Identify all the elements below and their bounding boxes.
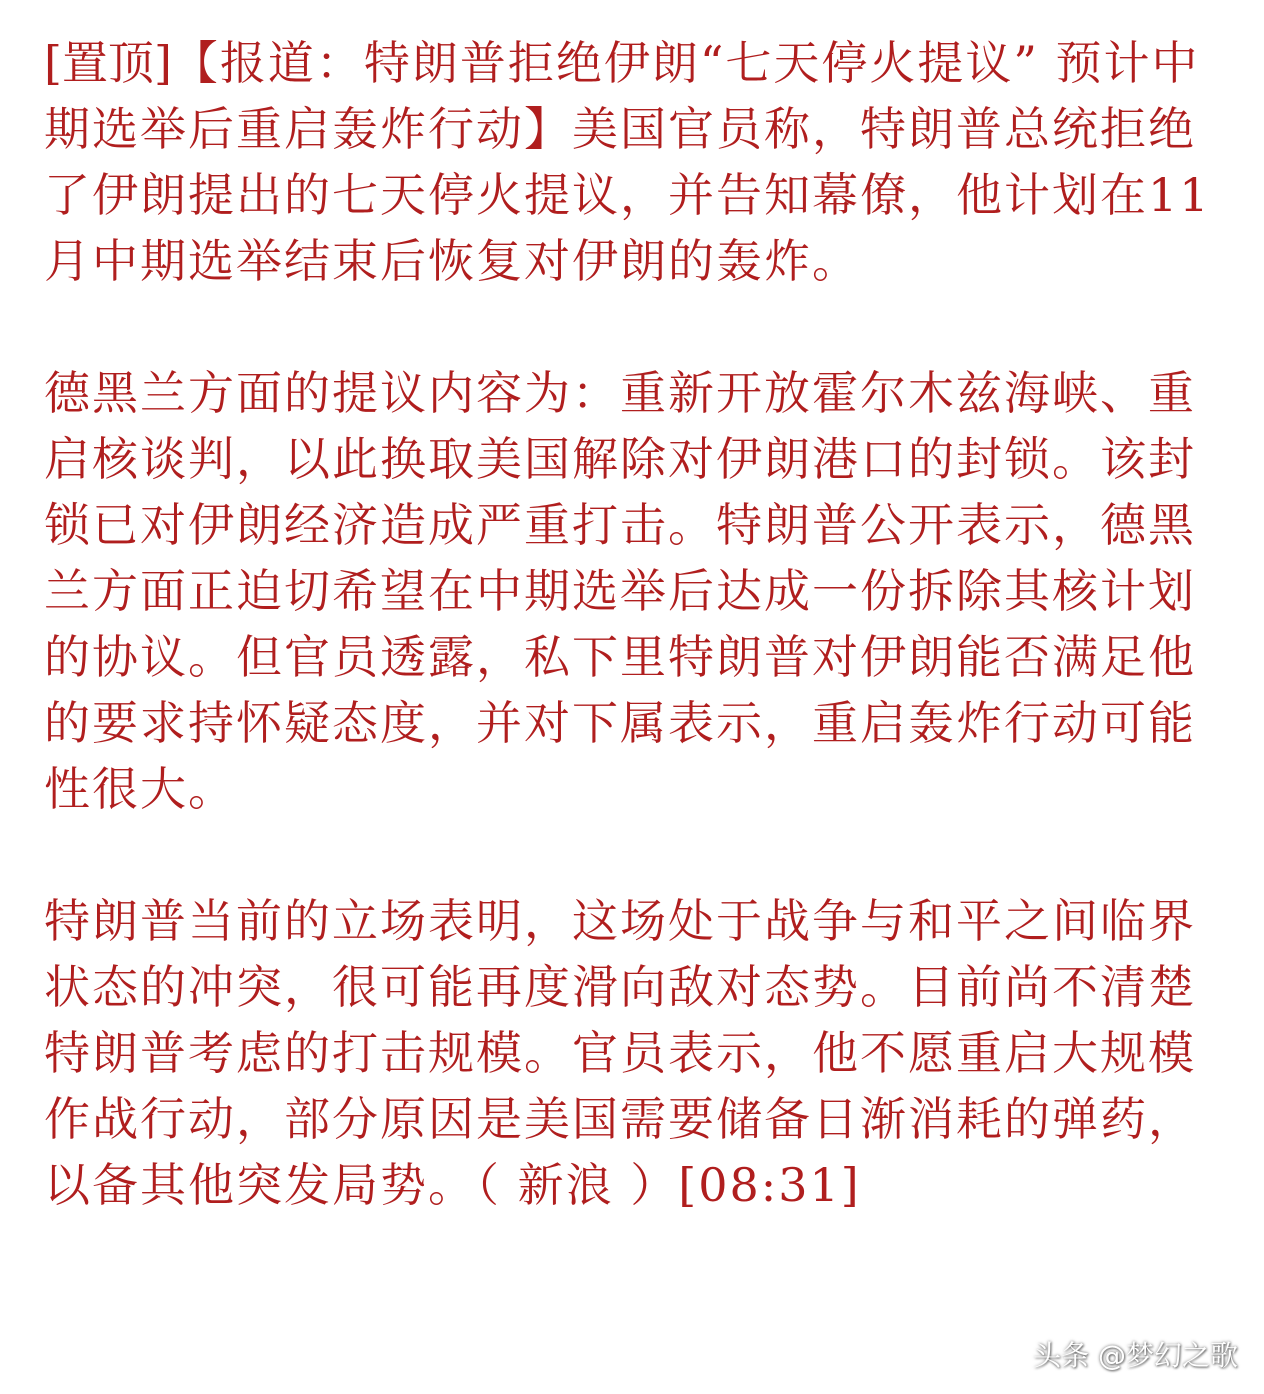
- timestamp: [08:31]: [678, 1158, 861, 1212]
- paragraph-1-text: 美国官员称，特朗普总统拒绝了伊朗提出的七天停火提议，并告知幕僚，他计划在11月中期选举结束后恢复对伊朗的轰炸。: [44, 102, 1211, 288]
- paragraph-2: [44, 360, 1234, 822]
- headline: 【报道：特朗普拒绝伊朗“七天停火提议” 预计中期选举后重启轰炸行动】: [44, 36, 1200, 156]
- article-body: [44, 30, 1234, 1218]
- pinned-tag: [置顶]: [44, 36, 172, 90]
- paragraph-3: [44, 888, 1234, 1218]
- paragraph-2-text: 德黑兰方面的提议内容为：重新开放霍尔木兹海峡、重启核谈判，以此换取美国解除对伊朗港口的封锁。该封锁已对伊朗经济造成严重打击。特朗普公开表示，德黑兰方面正迫切希望在中期选举后达成一份拆除其核计划的协议。但官员透露，私下里特朗普对伊朗能否满足他的要求持怀疑态度，并对下属表示，重启轰炸行动可能性很大。: [44, 366, 1196, 816]
- paragraph-1: [44, 30, 1234, 294]
- source-label: （ 新浪 ）: [476, 1158, 679, 1212]
- author-watermark: 头条 @梦幻之歌: [1033, 1339, 1238, 1372]
- paragraph-3-text: 特朗普当前的立场表明，这场处于战争与和平之间临界状态的冲突，很可能再度滑向敌对态势。目前尚不清楚特朗普考虑的打击规模。官员表示，他不愿重启大规模作战行动，部分原因是美国需要储备日渐消耗的弹药，以备其他突发局势。: [44, 894, 1196, 1212]
